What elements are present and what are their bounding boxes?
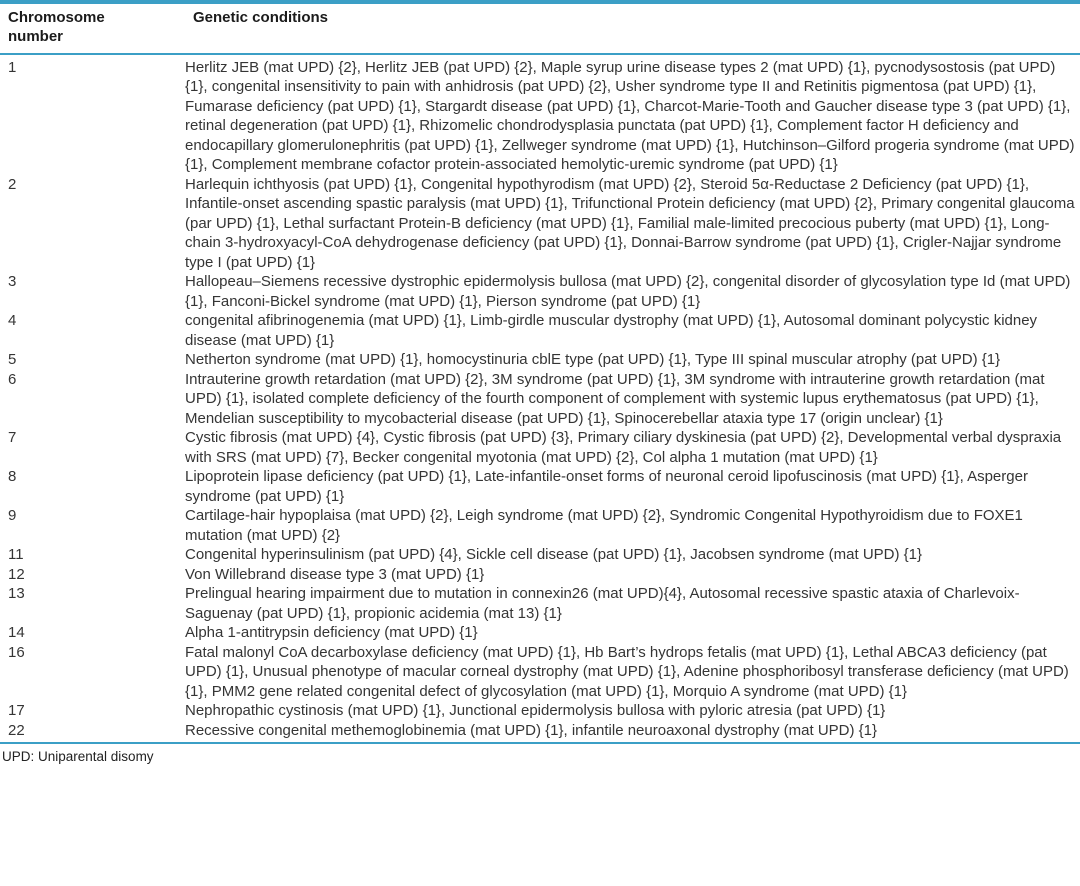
chromosome-number-cell: 14 (8, 624, 25, 641)
chromosome-number-cell: 11 (8, 546, 24, 563)
genetic-conditions-cell: congenital afibrinogenemia (mat UPD) {1}, Limb-girdle muscular dystrophy (mat UPD) {1}, Autosomal dominant polycystic kidney disease (mat UPD) {1} (185, 312, 1038, 349)
table-row (0, 584, 1080, 623)
chromosome-number-cell: 3 (8, 273, 17, 290)
chromosome-number-cell: 17 (8, 702, 25, 719)
chromosome-number-cell: 6 (8, 370, 17, 388)
chromosome-number-cell: 22 (8, 721, 25, 739)
table-row (0, 545, 1080, 565)
header-chromosome-number: Chromosome number (8, 9, 105, 45)
table-row (0, 701, 1080, 721)
genetic-conditions-cell: Herlitz JEB (mat UPD) {2}, Herlitz JEB (pat UPD) {2}, Maple syrup urine disease types 2 (mat UPD) {1}, pycnodysostosis (pat UPD) {1}, congenital insensitivity to pain with anhidrosis (pat UPD) {2}, Usher syndrome type II and Retinitis pigmentosa (pat UPD) {1}, Fumarase deficiency (pat UPD) {1}, Stargardt disease (pat UPD) {1}, Charcot-Marie-Tooth and Gaucher disease type 3 (pat UPD) {1}, retinal degeneration (pat UPD) {1}, Rhizomelic chondrodysplasia punctata (pat UPD) {1}, Complement factor H deficiency and endocapillary glomerulonephritis (pat UPD) {1}, Zellweger syndrome (mat UPD) {1}, Hutchinson–Gilford progeria syndrome (mat UPD) {1}, Complement membrane cofactor protein-associated hemolytic-uremic syndrome (pat UPD) {1} (185, 58, 1075, 173)
chromosome-number-cell: 7 (8, 429, 17, 446)
genetic-conditions-cell: Lipoprotein lipase deficiency (pat UPD) {1}, Late-infantile-onset forms of neuronal ceroid lipofuscinosis (mat UPD) {1}, Asperger syndrome (pat UPD) {1} (185, 468, 1028, 505)
chromosome-number-cell: 4 (8, 312, 17, 329)
header-genetic-conditions: Genetic conditions (193, 9, 329, 26)
table-row (0, 428, 1080, 467)
chromosome-number-cell: 1 (8, 58, 17, 76)
table-row (0, 311, 1080, 350)
table-row (0, 350, 1080, 370)
genetic-conditions-cell: Harlequin ichthyosis (pat UPD) {1}, Congenital hypothyrodism (mat UPD) {2}, Steroid 5α-Reductase 2 Deficiency (pat UPD) {1}, Infantile-onset ascending spastic paralysis (mat UPD) {1}, Trifunctional Protein deficiency (mat UPD) {2}, Primary congenital glaucoma (par UPD) {1}, Lethal surfactant Protein-B deficiency (mat UPD) {1}, Familial male-limited precocious puberty (mat UPD) {1}, Long-chain 3-hydroxyacyl-CoA dehydrogenase deficiency (pat UPD) {1}, Donnai-Barrow syndrome (pat UPD) {1}, Crigler-Najjar syndrome type I (pat UPD) {1} (185, 175, 1075, 271)
genetic-conditions-cell: Cystic fibrosis (mat UPD) {4}, Cystic fibrosis (pat UPD) {3}, Primary ciliary dyskinesia (pat UPD) {2}, Developmental verbal dyspraxia with SRS (mat UPD) {7}, Becker congenital myotonia (mat UPD) {2}, Col alpha 1 mutation (mat UPD) {1} (185, 429, 1062, 466)
table-row (0, 643, 1080, 702)
genetic-conditions-cell: Hallopeau–Siemens recessive dystrophic epidermolysis bullosa (mat UPD) {2}, congenital disorder of glycosylation type Id (mat UPD) {1}, Fanconi-Bickel syndrome (mat UPD) {1}, Pierson syndrome (pat UPD) {1} (185, 273, 1071, 310)
chromosome-number-cell: 5 (8, 351, 17, 368)
genetic-conditions-cell: Alpha 1-antitrypsin deficiency (mat UPD) {1} (185, 624, 478, 641)
table-row (0, 272, 1080, 311)
chromosome-number-cell: 8 (8, 468, 17, 485)
table-row (0, 370, 1080, 429)
table-row (0, 623, 1080, 643)
table-footnote: UPD: Uniparental disomy (2, 749, 154, 764)
genetic-conditions-cell: Nephropathic cystinosis (mat UPD) {1}, Junctional epidermolysis bullosa with pyloric atresia (pat UPD) {1} (185, 702, 886, 719)
table-header-row (0, 4, 1080, 55)
genetic-conditions-cell: Netherton syndrome (mat UPD) {1}, homocystinuria cblE type (pat UPD) {1}, Type III spinal muscular atrophy (pat UPD) {1} (185, 351, 1001, 368)
table-row (0, 467, 1080, 506)
chromosome-number-cell: 2 (8, 175, 17, 193)
table-row (0, 721, 1080, 741)
table-row (0, 175, 1080, 273)
genetic-conditions-cell: Fatal malonyl CoA decarboxylase deficiency (mat UPD) {1}, Hb Bart’s hydrops fetalis (mat UPD) {1}, Lethal ABCA3 deficiency (pat UPD) {1}, Unusual phenotype of macular corneal dystrophy (mat UPD) {1}, Adenine phosphoribosyl transferase deficiency (mat UPD) {1}, PMM2 gene related congenital defect of glycosylation (mat UPD) {1}, Morquio A syndrome (mat UPD) {1} (185, 643, 1069, 700)
genetic-conditions-cell: Von Willebrand disease type 3 (mat UPD) {1} (185, 565, 485, 583)
table-row (0, 565, 1080, 585)
chromosome-number-cell: 12 (8, 565, 25, 583)
chromosome-number-cell: 16 (8, 643, 25, 661)
chromosome-number-cell: 13 (8, 585, 25, 602)
table-row (0, 506, 1080, 545)
genetic-conditions-cell: Intrauterine growth retardation (mat UPD) {2}, 3M syndrome (pat UPD) {1}, 3M syndrome with intrauterine growth retardation (mat UPD) {1}, isolated complete deficiency of the fourth component of complement with systemic lupus erythematosus (pat UPD) {1}, Mendelian susceptibility to mycobacterial disease (pat UPD) {1}, Spinocerebellar ataxia type 17 (origin unclear) {1} (185, 370, 1045, 427)
genetic-conditions-cell: Recessive congenital methemoglobinemia (mat UPD) {1}, infantile neuroaxonal dystrophy (mat UPD) {1} (185, 721, 878, 739)
table-row (0, 58, 1080, 175)
genetic-conditions-cell: Prelingual hearing impairment due to mutation in connexin26 (mat UPD){4}, Autosomal recessive spastic ataxia of Charlevoix-Saguenay (pat UPD) {1}, propionic acidemia (mat 13) {1} (185, 585, 1020, 622)
genetic-conditions-cell: Congenital hyperinsulinism (pat UPD) {4}, Sickle cell disease (pat UPD) {1}, Jacobsen syndrome (mat UPD) {1} (185, 546, 923, 563)
table-body (0, 55, 1080, 745)
chromosome-number-cell: 9 (8, 507, 17, 524)
genetic-conditions-cell: Cartilage-hair hypoplaisa (mat UPD) {2}, Leigh syndrome (mat UPD) {2}, Syndromic Congenital Hypothyroidism due to FOXE1 mutation (mat UPD) {2} (185, 507, 1023, 544)
